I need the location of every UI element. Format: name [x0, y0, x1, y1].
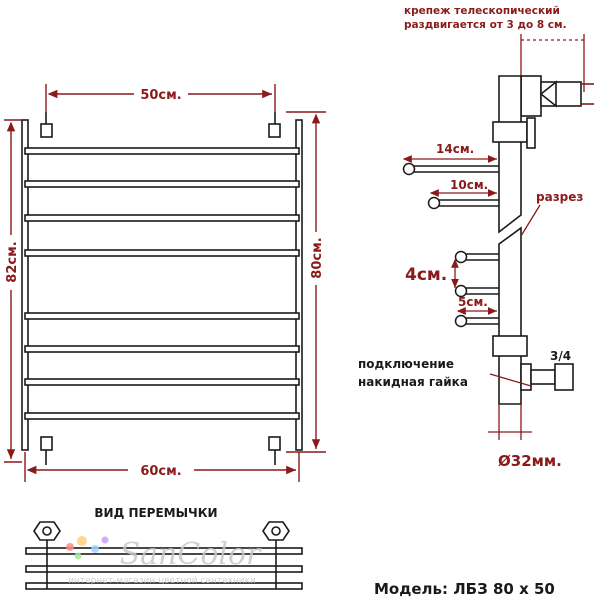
arm-end-cap	[429, 198, 440, 209]
crossbar	[25, 413, 299, 419]
arm-end-cap	[456, 316, 467, 327]
watermark-tagline: интернет-магазин цветной сантехники	[68, 576, 256, 586]
watermark-dot	[75, 553, 82, 560]
bracket-bottom-left	[41, 437, 52, 450]
dimension-height-left-label: 82см.	[5, 241, 20, 283]
thread-label: 3/4	[550, 349, 572, 363]
bracket-bottom-right	[269, 437, 280, 450]
spacing-4-label: 4см.	[405, 265, 448, 285]
crossbars	[25, 148, 299, 419]
crossbar	[25, 215, 299, 221]
crossbar	[25, 181, 299, 187]
side-view	[358, 5, 594, 470]
dimension-height-left	[4, 120, 22, 462]
connection-nut	[521, 364, 573, 390]
right-vertical-rail	[296, 120, 302, 450]
jumper-view-title: ВИД ПЕРЕМЫЧКИ	[94, 506, 218, 520]
arm-end-cap	[456, 252, 467, 263]
dimension-width-top-label: 50см.	[140, 88, 182, 103]
watermark-brand: SanColor	[119, 537, 261, 572]
crossbar	[25, 379, 299, 385]
telescopic-wall-mount	[521, 76, 594, 116]
watermark-dot	[66, 543, 74, 551]
watermark-dot	[102, 537, 109, 544]
bracket-top-left	[41, 124, 52, 137]
mount-note-line1: крепеж телескопический	[404, 5, 560, 17]
mount-note-line2: раздвигается от 3 до 8 см.	[404, 19, 567, 31]
dimension-width-bottom-label: 60см.	[140, 464, 182, 479]
connection-label-line2: накидная гайка	[358, 375, 468, 389]
collar-top	[493, 122, 527, 142]
dimension-depth-10-label: 10см.	[450, 178, 489, 192]
pipe-diameter-label: Ø32мм.	[498, 452, 562, 470]
front-view	[4, 84, 326, 482]
connection-label-line1: подключение	[358, 357, 455, 371]
bracket-top-right	[269, 124, 280, 137]
sancolor-watermark	[66, 536, 262, 586]
dimension-height-right-label: 80см.	[310, 237, 325, 279]
watermark-dot	[91, 545, 99, 553]
cut-leader	[521, 205, 540, 236]
wall-brackets	[41, 112, 280, 465]
left-vertical-rail	[22, 120, 28, 450]
arm-end-cap	[404, 164, 415, 175]
cut-label: разрез	[536, 190, 584, 204]
crossbar	[25, 148, 299, 154]
watermark-dot	[77, 536, 87, 546]
dimension-depth-5-label: 5см.	[458, 295, 488, 309]
dimension-depth-14-label: 14см.	[436, 142, 475, 156]
model-label: Модель: ЛБЗ 80 х 50	[374, 580, 555, 598]
side-tube	[493, 76, 535, 404]
crossbar	[25, 346, 299, 352]
dimension-height-right	[286, 112, 326, 452]
crossbar	[25, 313, 299, 319]
collar-bottom	[493, 336, 527, 356]
dimension-pipe-diameter	[488, 404, 532, 440]
crossbar	[25, 250, 299, 256]
